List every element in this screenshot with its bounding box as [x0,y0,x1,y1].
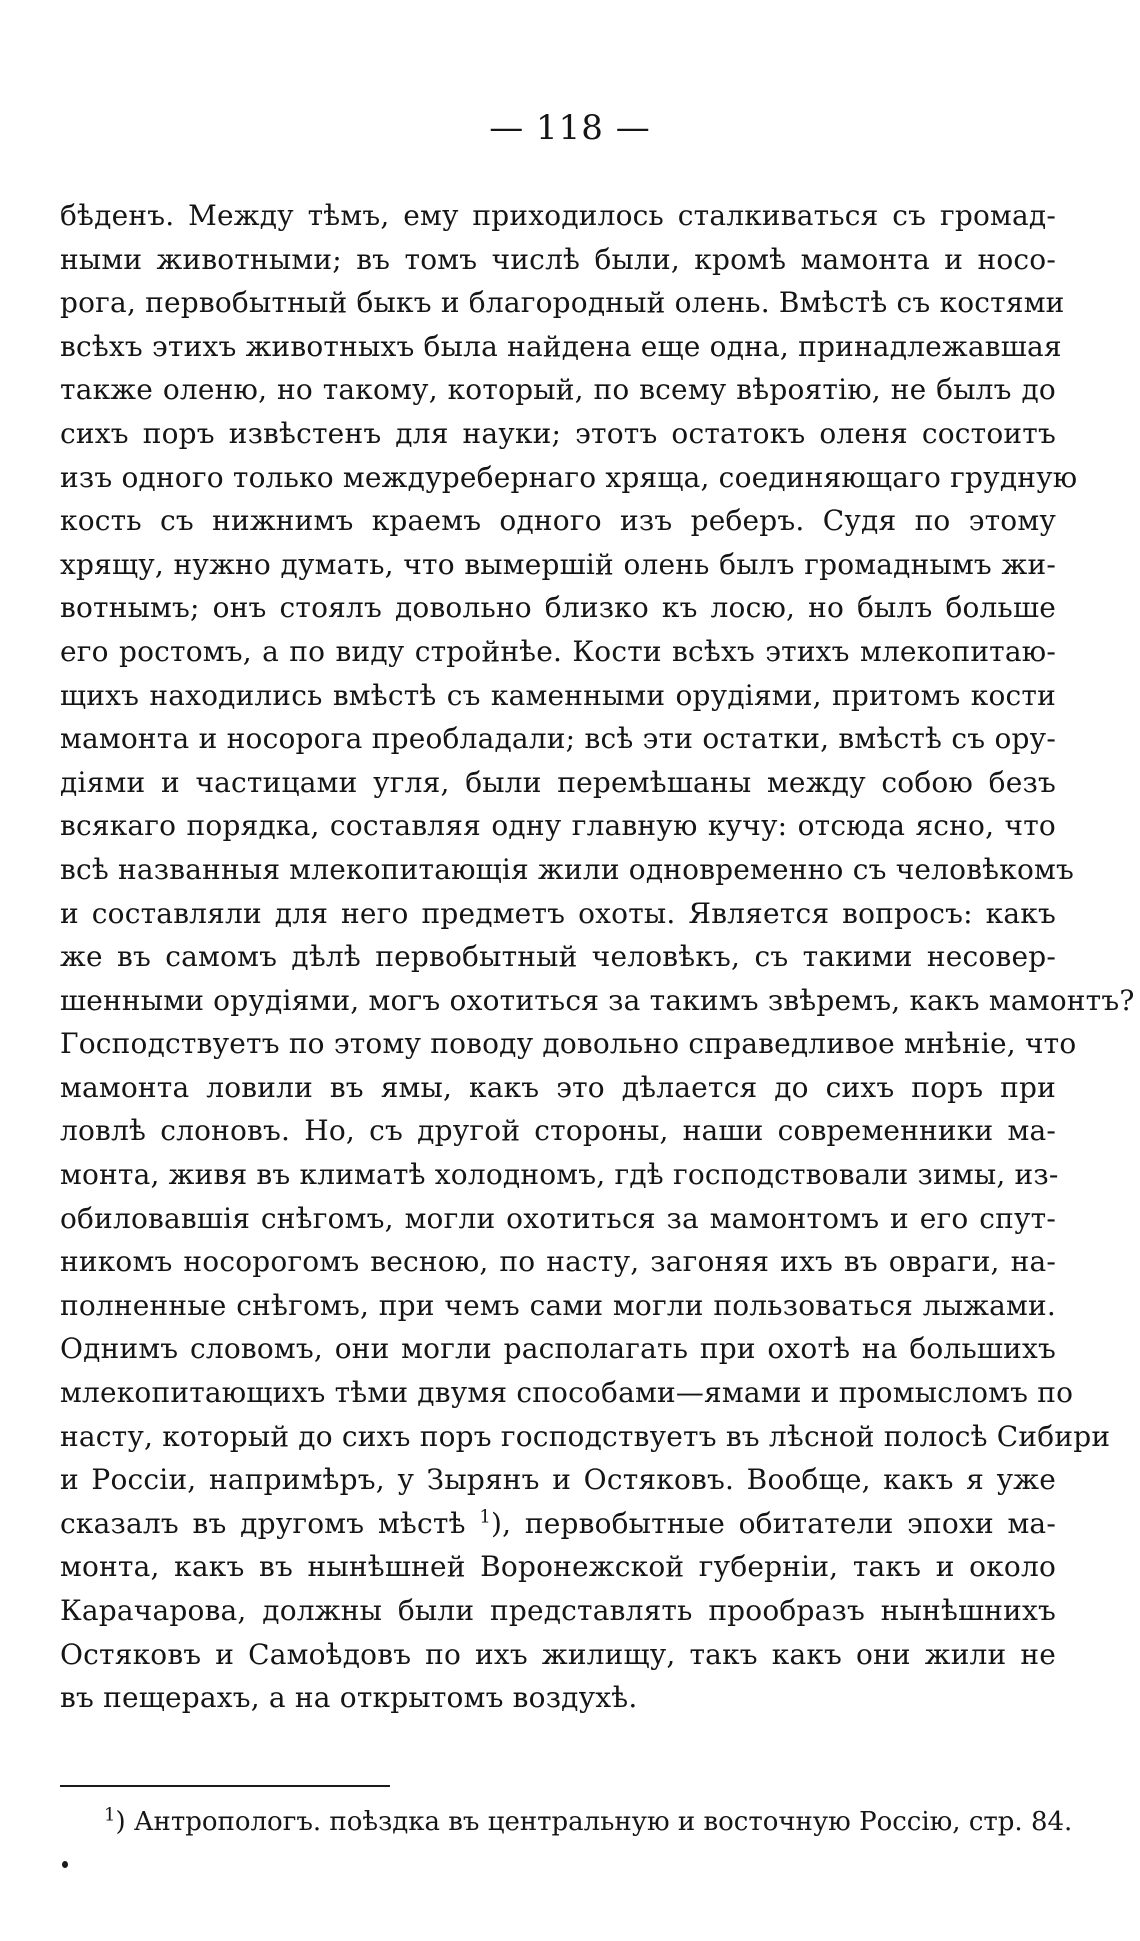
text-line: щихъ находились вмѣстѣ съ каменными орудіями, притомъ кости [60,678,1056,712]
text-line: мамонта ловили въ ямы, какъ это дѣлается до сихъ поръ при [60,1070,1056,1104]
text-line: никомъ носорогомъ весною, по насту, загоняя ихъ въ овраги, на- [60,1245,1056,1279]
text-line: всякаго порядка, составляя одну главную кучу: отсюда ясно, что [60,809,1056,843]
text-segment: сказалъ въ другомъ мѣстѣ [60,1506,480,1540]
footnote-marker: 1 [104,1804,116,1826]
text-line: полненные снѣгомъ, при чемъ сами могли пользоваться лыжами. [60,1288,1056,1322]
text-line: кость съ нижнимъ краемъ одного изъ реберъ. Судя по этому [60,504,1056,538]
text-line: ными животными; въ томъ числѣ были, кромѣ мамонта и носо- [60,242,1056,276]
text-line: Однимъ словомъ, они могли располагать при охотѣ на большихъ [60,1332,1056,1366]
footnote-divider [60,1785,390,1787]
text-line: Карачарова, должны были представлять прообразъ нынѣшнихъ [60,1594,1056,1627]
text-segment: ), первобытные обитатели эпохи ма- [490,1506,1056,1540]
text-line: мамонта и носорога преобладали; всѣ эти остатки, вмѣстѣ съ ору- [60,722,1056,756]
text-line: изъ одного только междуребернаго хряща, соединяющаго грудную [60,460,1078,494]
text-line: млекопитающихъ тѣми двумя способами—ямами и промысломъ по [60,1376,1074,1410]
text-line: діями и частицами угля, были перемѣшаны между собою безъ [60,765,1056,799]
body-text [60,194,1135,1720]
text-line: и Россіи, напримѣръ, у Зырянъ и Остяковъ. Вообще, какъ я уже [60,1463,1056,1497]
footnote [104,1804,1073,1837]
text-line: всѣхъ этихъ животныхъ была найдена еще одна, принадлежавшая [60,329,1062,363]
text-line: бѣденъ. Между тѣмъ, ему приходилось сталкиваться съ громад- [60,199,1056,232]
text-line: хрящу, нужно думать, что вымершій олень былъ громаднымъ жи- [60,547,1056,581]
text-line: и составляли для него предметъ охоты. Является вопросъ: какъ [60,896,1056,930]
text-line: вотнымъ; онъ стоялъ довольно близко къ лосю, но былъ больше [60,591,1056,625]
text-line: всѣ названныя млекопитающія жили одновременно съ человѣкомъ [60,852,1075,886]
text-line: его ростомъ, а по виду стройнѣе. Кости всѣхъ этихъ млекопитаю- [60,634,1056,668]
text-line: рога, первобытный быкъ и благородный олень. Вмѣстѣ съ костями [60,286,1065,320]
footnote-text: ) Антропологъ. поѣздка въ центральную и восточную Россію, стр. 84. [115,1807,1073,1837]
text-line: же въ самомъ дѣлѣ первобытный человѣкъ, съ такими несовер- [60,940,1056,974]
text-line: ловлѣ слоновъ. Но, съ другой стороны, наши современники ма- [60,1114,1056,1148]
footnote-reference[interactable]: 1 [479,1506,491,1528]
text-line: Господствуетъ по этому поводу довольно справедливое мнѣніе, что [60,1027,1077,1061]
text-line: насту, который до сихъ поръ господствуетъ въ лѣсной полосѣ Сибири [60,1419,1111,1453]
ink-speck [62,1861,68,1868]
text-line: шенными орудіями, могъ охотиться за такимъ звѣремъ, какъ мамонтъ? [60,983,1135,1017]
text-line: Остяковъ и Самоѣдовъ по ихъ жилищу, такъ какъ они жили не [60,1637,1056,1671]
text-line-with-footnote-ref [60,1502,1056,1546]
text-line: въ пещерахъ, а на открытомъ воздухѣ. [60,1681,638,1715]
text-line: обиловавшія снѣгомъ, могли охотиться за мамонтомъ и его спут- [60,1201,1056,1235]
text-line: сихъ поръ извѣстенъ для науки; этотъ остатокъ оленя состоитъ [60,416,1056,450]
text-line: также оленю, но такому, который, по всему вѣроятію, не былъ до [60,373,1056,407]
page-number: — 118 — [489,108,651,148]
text-line: монта, какъ въ нынѣшней Воронежской губерніи, такъ и около [60,1550,1056,1584]
text-line: монта, живя въ климатѣ холодномъ, гдѣ господствовали зимы, из- [60,1158,1059,1192]
